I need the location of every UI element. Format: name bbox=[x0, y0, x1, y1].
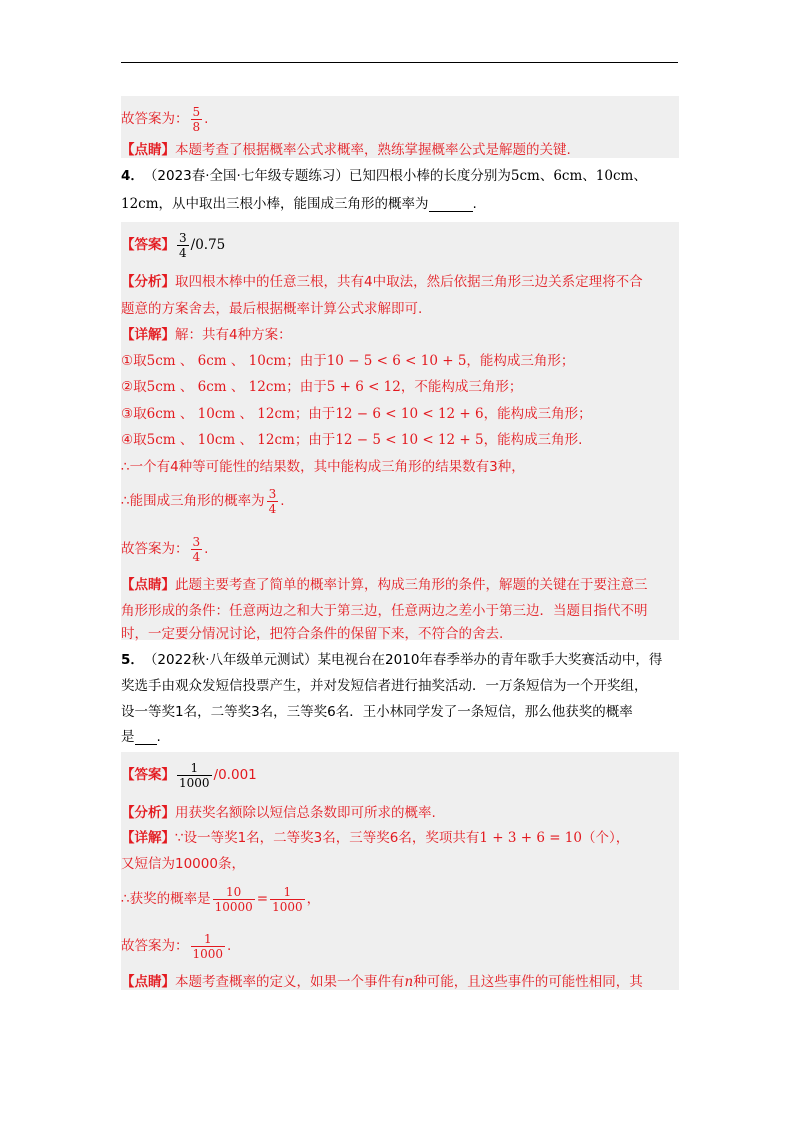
fraction: $\frac{3}{4}$ bbox=[192, 534, 201, 564]
q3-final-answer: 故答案为： $\frac{5}{8}$ . bbox=[121, 104, 209, 134]
q4-comment-line1: 【点睛】 此题主要考查了简单的概率计算，构成三角形的条件，解题的关键在于要注意三 bbox=[121, 577, 648, 593]
q5-analysis: 【分析】 用获奖名额除以短信总条数即可所求的概率. bbox=[121, 805, 436, 821]
fraction: $\frac{3}{4}$ bbox=[268, 486, 277, 516]
fraction: $\frac{3}{4}$ bbox=[179, 230, 187, 260]
q4-stem-line2: 12cm ，从中取出三根小棒，能围成三角形的概率为 . bbox=[121, 196, 477, 212]
answer-blank bbox=[135, 730, 157, 745]
q4-case-1: ①取 5cm 、 6cm 、 10cm ；由于 10 − 5 < 6 < 10 + 5 ，能构成三角形； bbox=[121, 353, 575, 369]
q4-therefore-2: ∴能围成三角形的概率为 $\frac{3}{4}$ . bbox=[121, 486, 285, 516]
q4-therefore-1: ∴一个有4种等可能性的结果数，其中能构成三角形的结果数有3种， bbox=[121, 459, 525, 475]
q5-stem-line4: 是 . bbox=[121, 729, 161, 745]
q4-case-3: ③取 6cm 、 10cm 、 12cm ；由于 12 − 6 < 10 < 12 + 6 ，能构成三角形； bbox=[121, 406, 592, 422]
q5-detail-line1: 【详解】 ∵设一等奖1名，二等奖3名，三等奖6名，奖项共有 1 + 3 + 6 = 10 （个）， bbox=[121, 830, 630, 846]
header-rule bbox=[121, 62, 678, 63]
q4-answer: 【答案】 $\frac{3}{4}$ /0.75 bbox=[121, 230, 226, 260]
q5-stem-line3: 设一等奖1名，二等奖3名，三等奖6名．王小林同学发了一条短信，那么他获奖的概率 bbox=[121, 704, 633, 720]
q5-final-answer: 故答案为： $\frac{1}{1000}$ . bbox=[121, 931, 232, 961]
q5-detail-line2: 又短信为10000条， bbox=[121, 856, 245, 872]
q4-stem-line1: 4． （2023春·全国·七年级专题练习） 已知四根小棒的长度分别为 5cm 、 6cm 、 10cm 、 bbox=[121, 168, 647, 184]
fraction: $\frac{1}{1000}$ bbox=[179, 760, 210, 790]
q4-analysis-line1: 【分析】 取四根木棒中的任意三根，共有4中取法，然后依据三角形三边关系定理将不合 bbox=[121, 274, 643, 290]
fraction: $\frac{10}{10000}$ bbox=[214, 884, 253, 914]
q5-therefore: ∴获奖的概率是 $\frac{10}{10000}$ = $\frac{1}{1000}$ ， bbox=[121, 884, 321, 914]
q4-analysis-line2: 题意的方案舍去，最后根据概率计算公式求解即可. bbox=[121, 301, 423, 317]
q5-stem-line2: 奖选手由观众发短信投票产生，并对发短信者进行抽奖活动．一万条短信为一个开奖组， bbox=[121, 678, 648, 694]
answer-blank bbox=[429, 197, 473, 212]
q4-comment-line2: 角形形成的条件：任意两边之和大于第三边，任意两边之差小于第三边．当题目指代不明 bbox=[121, 603, 648, 619]
fraction: $\frac{1}{1000}$ bbox=[192, 931, 224, 961]
q5-stem-line1: 5． （2022秋·八年级单元测试） 某电视台在2010年春季举办的青年歌手大奖赛活动中，得 bbox=[121, 652, 663, 668]
q4-final-answer: 故答案为： $\frac{3}{4}$ . bbox=[121, 534, 209, 564]
q4-detail-intro: 【详解】 解：共有4种方案： bbox=[121, 327, 292, 343]
fraction: $\frac{5}{8}$ bbox=[192, 104, 201, 134]
q4-case-2: ②取 5cm 、 6cm 、 12cm ；由于 5 + 6 < 12 ，不能构成三角形； bbox=[121, 379, 523, 395]
q4-comment-line3: 时，一定要分情况讨论，把符合条件的保留下来，不符合的舍去. bbox=[121, 626, 504, 642]
q5-answer: 【答案】 $\frac{1}{1000}$ /0.001 bbox=[121, 760, 257, 790]
q3-comment: 【点睛】 本题考查了根据概率公式求概率，熟练掌握概率公式是解题的关键. bbox=[121, 142, 571, 158]
q4-case-4: ④取 5cm 、 10cm 、 12cm ；由于 12 − 5 < 10 < 12 + 5 ，能构成三角形. bbox=[121, 432, 583, 448]
q5-comment: 【点睛】 本题考查概率的定义，如果一个事件有 n 种可能，且这些事件的可能性相同，其 bbox=[121, 974, 643, 990]
fraction: $\frac{1}{1000}$ bbox=[272, 884, 303, 914]
